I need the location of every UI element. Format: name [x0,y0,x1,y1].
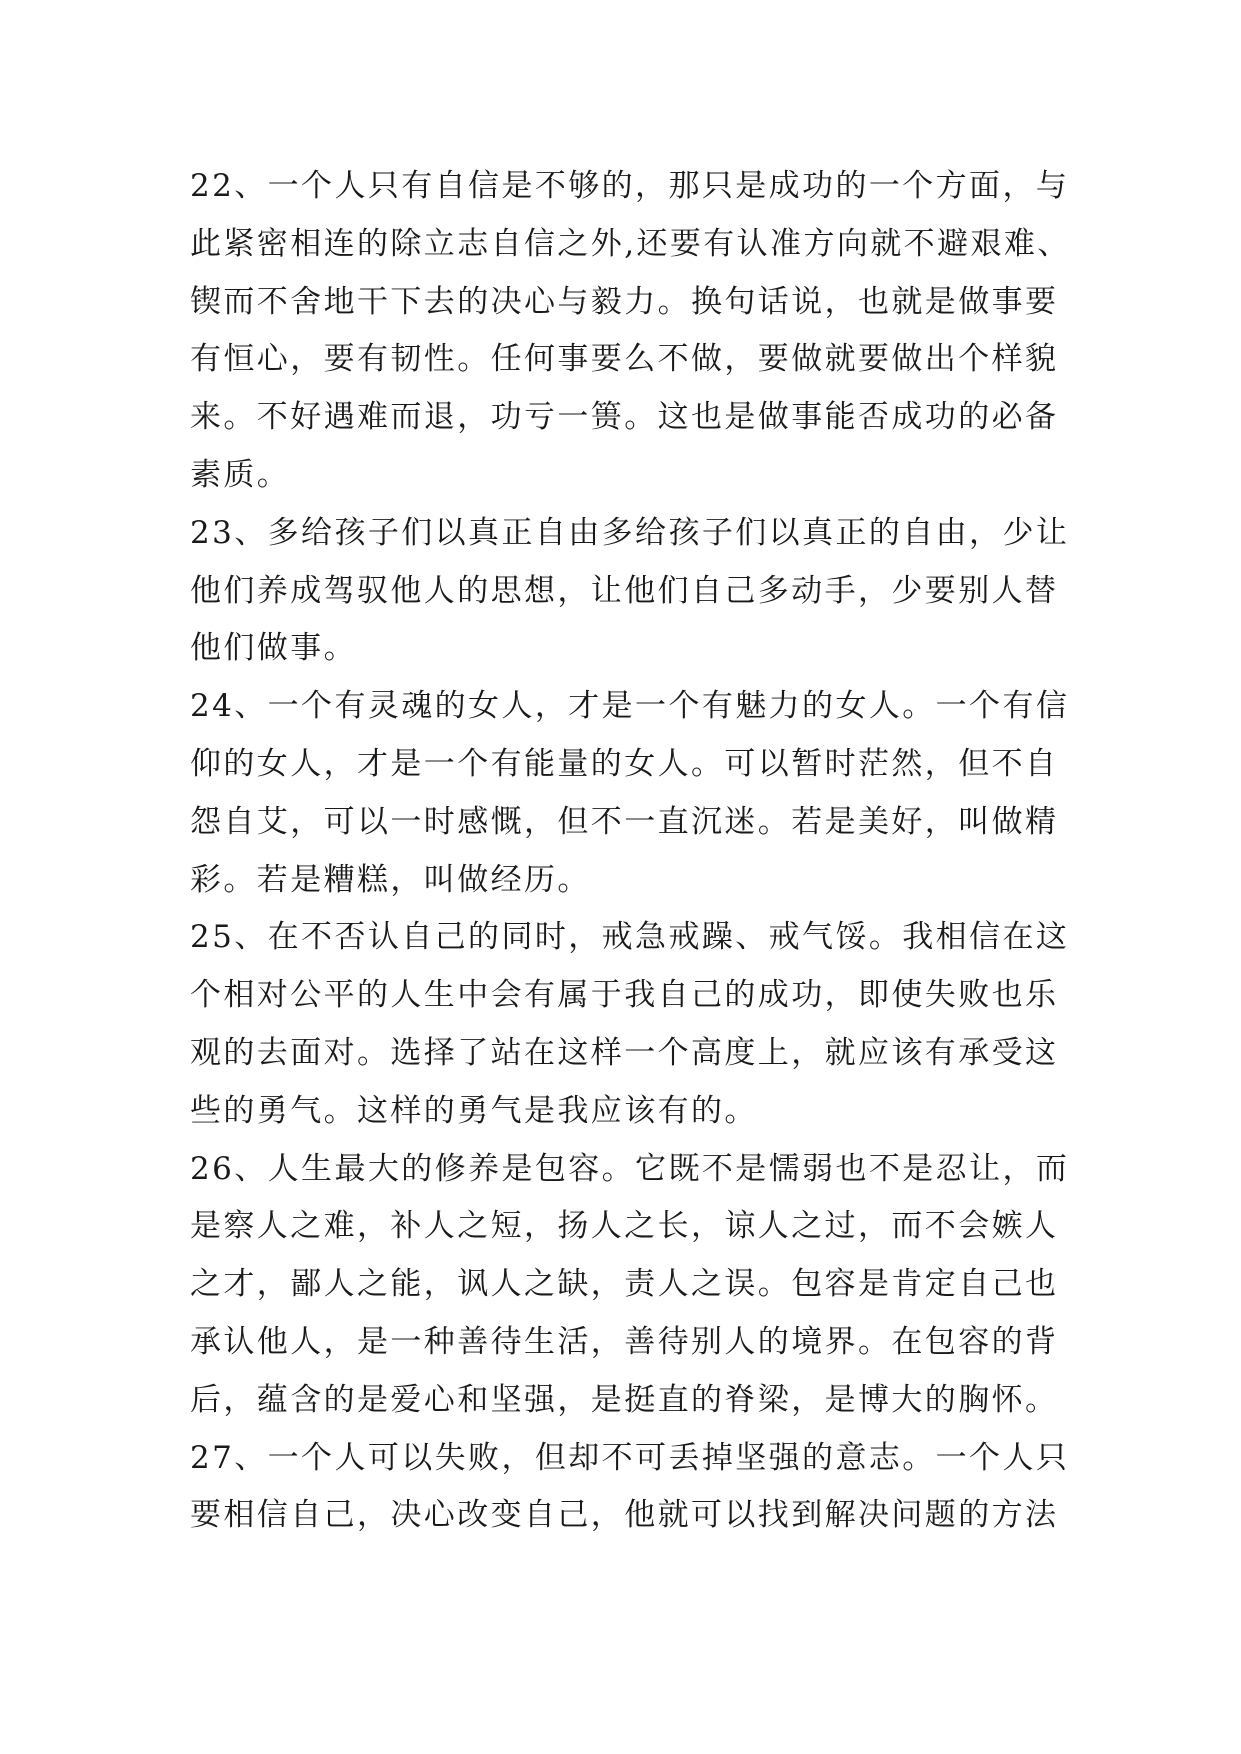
text-line: 是察人之难，补人之短，扬人之长，谅人之过，而不会嫉人 [190,1208,1059,1245]
text-line: 素质。 [190,456,291,493]
text-line: 个相对公平的人生中会有属于我自己的成功，即使失败也乐 [190,977,1059,1014]
text-line: 仰的女人，才是一个有能量的女人。可以暂时茫然，但不自 [190,745,1059,782]
text-line: 他们做事。 [190,630,357,667]
paragraph-24 [190,678,1090,909]
text-line: 承认他人，是一种善待生活，善待别人的境界。在包容的背 [190,1323,1059,1360]
text-line: 22、一个人只有自信是不够的，那只是成功的一个方面，与 [190,168,1070,204]
text-line: 23、多给孩子们以真正自由多给孩子们以真正的自由，少让 [190,514,1070,551]
text-line: 他们养成驾驭他人的思想，让他们自己多动手，少要别人替 [190,572,1059,609]
paragraph-23 [190,505,1090,678]
paragraph-26 [190,1141,1090,1430]
text-line: 此紧密相连的除立志自信之外,还要有认准方向就不避艰难、 [190,225,1071,262]
text-line: 来。不好遇难而退，功亏一篑。这也是做事能否成功的必备 [190,399,1059,436]
text-line: 怨自艾，可以一时感慨，但不一直沉迷。若是美好，叫做精 [190,803,1059,840]
text-line: 观的去面对。选择了站在这样一个高度上，就应该有承受这 [190,1034,1059,1071]
paragraph-27 [190,1430,1090,1546]
text-line: 25、在不否认自己的同时，戒急戒躁、戒气馁。我相信在这 [190,919,1070,956]
text-line: 彩。若是糟糕，叫做经历。 [190,861,591,898]
text-line: 些的勇气。这样的勇气是我应该有的。 [190,1092,758,1129]
text-line: 26、人生最大的修养是包容。它既不是懦弱也不是忍让，而 [190,1150,1070,1187]
text-line: 要相信自己，决心改变自己，他就可以找到解决问题的方法 [190,1497,1059,1534]
text-line: 之才，鄙人之能，讽人之缺，责人之误。包容是肯定自己也 [190,1266,1059,1303]
document-body [190,158,1090,1545]
paragraph-25 [190,909,1090,1140]
text-line: 27、一个人可以失败，但却不可丢掉坚强的意志。一个人只 [190,1439,1070,1476]
text-line: 锲而不舍地干下去的决心与毅力。换句话说，也就是做事要 [190,283,1059,320]
text-line: 后，蕴含的是爱心和坚强，是挺直的脊梁，是博大的胸怀。 [190,1381,1059,1418]
text-line: 有恒心，要有韧性。任何事要么不做，要做就要做出个样貌 [190,341,1059,378]
text-line: 24、一个有灵魂的女人，才是一个有魅力的女人。一个有信 [190,688,1070,725]
paragraph-22 [190,158,1090,505]
